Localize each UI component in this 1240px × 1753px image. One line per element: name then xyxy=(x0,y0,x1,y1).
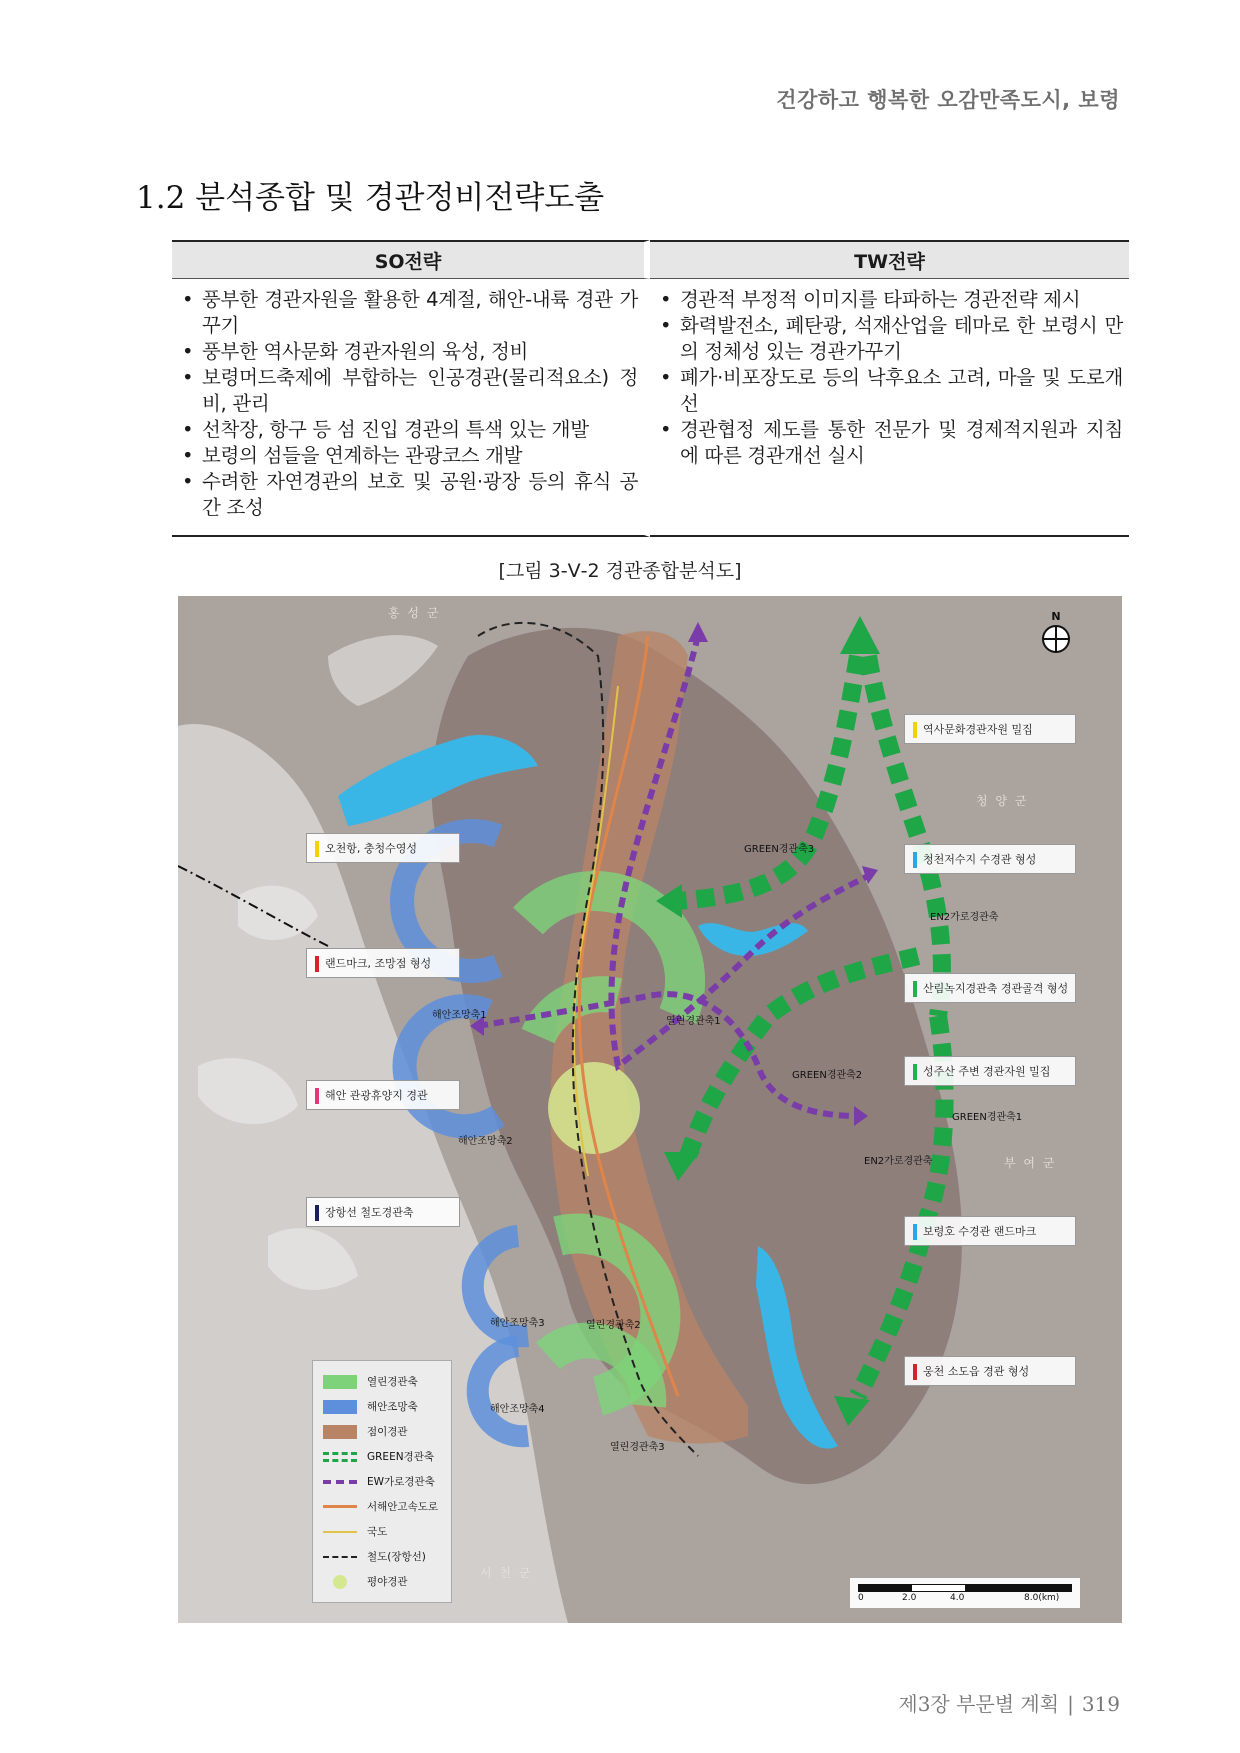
list-item: • 보령의 섬들을 연계하는 관광코스 개발 xyxy=(182,444,523,467)
footer-chapter: 제3장 부문별 계획 xyxy=(898,1692,1060,1716)
callout-color-mark xyxy=(913,1064,917,1080)
page-number: 319 xyxy=(1081,1692,1120,1716)
callout-landmark-viewpoint: 랜드마크, 조망점 형성 xyxy=(306,948,460,978)
legend-swatch-national-road xyxy=(323,1531,357,1533)
list-item: • 수려한 자연경관의 보호 및 공원·광장 등의 휴식 공간 조성 xyxy=(182,470,638,519)
region-label-hongseong: 홍 성 군 xyxy=(388,606,441,620)
section-title: 1.2 분석종합 및 경관정비전략도출 xyxy=(136,180,605,216)
legend-item: 점이경관 xyxy=(323,1419,451,1444)
tw-strategy-list xyxy=(656,287,1123,469)
callout-ungcheon-town: 웅천 소도읍 경관 형성 xyxy=(904,1356,1076,1386)
callout-boryeong-lake: 보령호 수경관 랜드마크 xyxy=(904,1216,1076,1246)
callout-seongjusan-resources: 성주산 주변 경관자원 밀집 xyxy=(904,1056,1076,1086)
so-strategy-header: SO전략 xyxy=(172,240,650,279)
callout-forest-green-axis: 산림녹지경관축 경관골격 형성 xyxy=(904,973,1076,1003)
scale-label: 4.0 xyxy=(950,1593,965,1603)
map-label-green1: GREEN경관축1 xyxy=(952,1112,1023,1123)
callout-color-mark xyxy=(315,1088,319,1104)
legend-item: 국도 xyxy=(323,1519,451,1544)
callout-coastal-resort: 해안 관광휴양지 경관 xyxy=(306,1080,460,1110)
map-label-en2-lower: EN2가로경관축 xyxy=(864,1156,933,1167)
list-item: • 풍부한 경관자원을 활용한 4계절, 해안-내륙 경관 가꾸기 xyxy=(182,288,638,337)
legend-item: 철도(장항선) xyxy=(323,1544,451,1569)
footer-separator: | xyxy=(1067,1692,1074,1716)
map-label-open1: 열린경관축1 xyxy=(666,1016,721,1027)
list-item: • 선착장, 항구 등 섬 진입 경관의 특색 있는 개발 xyxy=(182,418,589,441)
map-label-coast4: 해안조망축4 xyxy=(490,1404,545,1415)
legend-swatch-expressway xyxy=(323,1505,357,1508)
so-strategy-cell xyxy=(172,279,650,537)
so-strategy-list xyxy=(178,287,638,521)
region-label-seocheon: 서 천 군 xyxy=(480,1566,533,1580)
legend-swatch-coastal-axis xyxy=(323,1400,357,1414)
legend-swatch-railway xyxy=(323,1556,357,1558)
compass-icon xyxy=(1042,625,1070,653)
scale-label: 2.0 xyxy=(902,1593,917,1603)
list-item: • 화력발전소, 폐탄광, 석재산업을 테마로 한 보령시 만의 정체성 있는 경관가꾸기 xyxy=(660,314,1123,363)
page-footer xyxy=(898,1688,1120,1717)
legend-swatch-open-axis xyxy=(323,1375,357,1389)
list-item: • 경관적 부정적 이미지를 타파하는 경관전략 제시 xyxy=(660,288,1081,311)
legend-item: 해안조망축 xyxy=(323,1394,451,1419)
landscape-analysis-map xyxy=(178,596,1122,1623)
map-label-coast2: 해안조망축2 xyxy=(458,1136,513,1147)
callout-color-mark xyxy=(913,722,917,738)
map-label-green2: GREEN경관축2 xyxy=(792,1070,863,1081)
legend-item: 서해안고속도로 xyxy=(323,1494,451,1519)
legend-item: 평야경관 xyxy=(323,1569,451,1594)
legend-swatch-ew-street-axis xyxy=(323,1480,357,1484)
callout-cheongcheon-reservoir: 청천저수지 수경관 형성 xyxy=(904,844,1076,874)
legend-item: EW가로경관축 xyxy=(323,1469,451,1494)
tw-strategy-cell xyxy=(650,279,1129,537)
list-item: • 폐가·비포장도로 등의 낙후요소 고려, 마을 및 도로개선 xyxy=(660,366,1123,415)
callout-janghang-railway: 장항선 철도경관축 xyxy=(306,1197,460,1227)
map-label-green3: GREEN경관축3 xyxy=(744,844,815,855)
north-letter: N xyxy=(1051,610,1061,623)
region-label-cheongyang: 청 양 군 xyxy=(976,794,1029,808)
callout-color-mark xyxy=(315,1205,319,1221)
region-label-buyeo: 부 여 군 xyxy=(1004,1156,1057,1170)
tw-strategy-header: TW전략 xyxy=(650,240,1129,279)
running-header: 건강하고 행복한 오감만족도시, 보령 xyxy=(776,88,1120,112)
callout-color-mark xyxy=(913,981,917,997)
callout-color-mark xyxy=(315,956,319,972)
scale-bar xyxy=(850,1578,1080,1608)
map-legend xyxy=(312,1360,452,1603)
figure-caption: [그림 3-Ⅴ-2 경관종합분석도] xyxy=(498,560,742,582)
callout-ocheon-port: 오천항, 충청수영성 xyxy=(306,833,460,863)
map-label-coast3: 해안조망축3 xyxy=(490,1318,545,1329)
map-label-coast1: 해안조망축1 xyxy=(432,1010,487,1021)
legend-item: 열린경관축 xyxy=(323,1369,451,1394)
legend-swatch-plain xyxy=(333,1575,347,1589)
scale-label: 0 xyxy=(858,1593,864,1603)
north-arrow xyxy=(1040,610,1072,658)
map-label-open3: 열린경관축3 xyxy=(610,1442,665,1453)
callout-historic-resources: 역사문화경관자원 밀집 xyxy=(904,714,1076,744)
list-item: • 풍부한 역사문화 경관자원의 육성, 정비 xyxy=(182,340,529,363)
list-item: • 보령머드축제에 부합하는 인공경관(물리적요소) 정비, 관리 xyxy=(182,366,638,415)
list-item: • 경관협정 제도를 통한 전문가 및 경제적지원과 지침에 따른 경관개선 실시 xyxy=(660,418,1123,467)
scale-label: 8.0(km) xyxy=(1024,1593,1060,1603)
callout-color-mark xyxy=(913,1364,917,1380)
swot-strategy-table xyxy=(172,240,1129,537)
callout-color-mark xyxy=(315,841,319,857)
map-label-en2-upper: EN2가로경관축 xyxy=(930,912,999,923)
legend-swatch-transitional xyxy=(323,1425,357,1439)
map-label-open2: 열린경관축2 xyxy=(586,1320,641,1331)
callout-color-mark xyxy=(913,852,917,868)
legend-swatch-green-axis xyxy=(323,1452,357,1462)
legend-item: GREEN경관축 xyxy=(323,1444,451,1469)
callout-color-mark xyxy=(913,1224,917,1240)
